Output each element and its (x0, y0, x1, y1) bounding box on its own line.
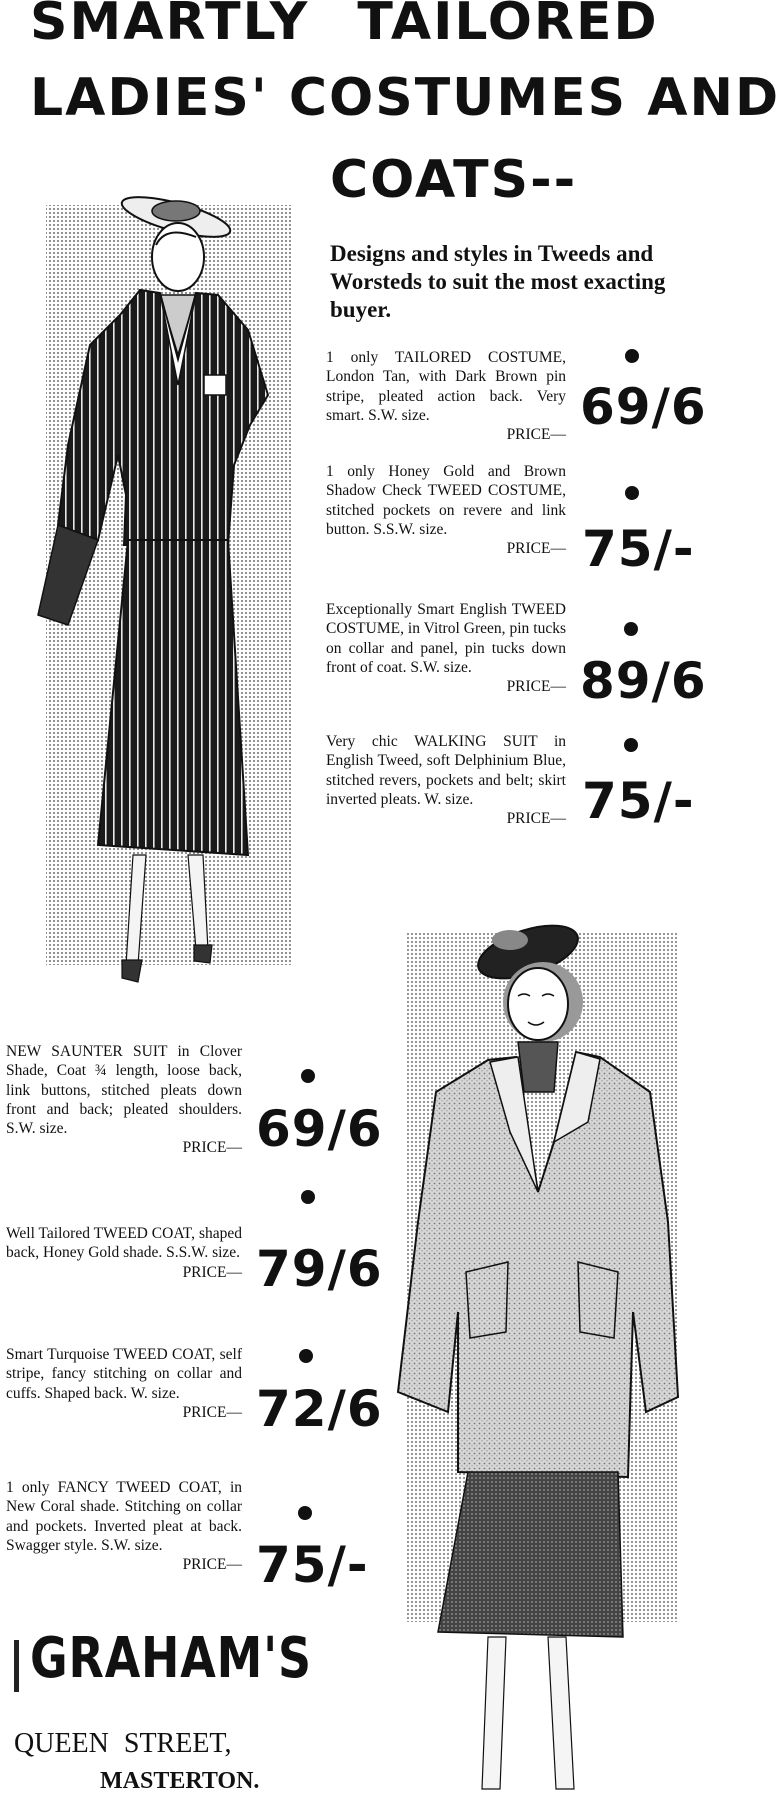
price-label: PRICE— (506, 540, 566, 558)
price-label: PRICE— (506, 810, 566, 828)
store-street: QUEEN STREET, (14, 1728, 232, 1759)
price-label: PRICE— (182, 1139, 242, 1157)
price-label: PRICE— (182, 1403, 242, 1421)
price-label: PRICE— (506, 426, 566, 444)
item-description: Very chic WALKING SUIT in English Tweed, soft Delphinium Blue, stitched revers, pockets and belt; skirt inverted pleats. W. size. (326, 733, 566, 808)
item-tailored-costume (326, 348, 566, 444)
price-value: 75/- (582, 520, 695, 578)
headline-line-2: LADIES' COSTUMES AND (30, 68, 780, 128)
store-town: MASTERTON. (100, 1768, 260, 1794)
bullet-icon (625, 486, 639, 500)
headline-line-3: COATS-- (330, 150, 578, 210)
store-name: GRAHAM'S (30, 1626, 312, 1691)
item-description: 1 only FANCY TWEED COAT, in New Coral shade. Stitching on collar and pockets. Inverted pleat at back. Swagger style. S.W. size. (6, 1479, 242, 1554)
bullet-icon (301, 1190, 315, 1204)
item-fancy-tweed-coat (6, 1478, 242, 1574)
item-honey-gold-costume (326, 462, 566, 558)
item-description: Exceptionally Smart English TWEED COSTUME, in Vitrol Green, pin tucks on collar and panel, pin tucks down front of coat. S.W. size. (326, 601, 566, 676)
price-value: 75/- (582, 772, 695, 830)
item-english-tweed-costume (326, 600, 566, 696)
item-tweed-coat-honey-gold (6, 1224, 242, 1282)
bullet-icon (624, 738, 638, 752)
bullet-icon (625, 349, 639, 363)
bullet-icon (301, 1069, 315, 1083)
price-value: 72/6 (256, 1380, 383, 1438)
item-description: 1 only Honey Gold and Brown Shadow Check TWEED COSTUME, stitched pockets on revere and link button. S.S.W. size. (326, 463, 566, 538)
item-description: NEW SAUNTER SUIT in Clover Shade, Coat ¾ length, loose back, link buttons, stitched pleats down front and back; pleated shoulders. S.W. size. (6, 1043, 242, 1138)
headline-line-1: SMARTLY TAILORED (30, 0, 659, 52)
pinstripe-suit-illustration (28, 195, 298, 1015)
price-value: 69/6 (580, 378, 707, 436)
intro-text: Designs and styles in Tweeds and Worsteds to suit the most exacting buyer. (330, 241, 666, 322)
price-value: 89/6 (580, 652, 707, 710)
divider-rule (14, 1640, 19, 1692)
price-label: PRICE— (182, 1556, 242, 1574)
item-turquoise-tweed-coat (6, 1345, 242, 1422)
item-description: Well Tailored TWEED COAT, shaped back, Honey Gold shade. S.S.W. size. (6, 1225, 242, 1262)
bullet-icon (299, 1349, 313, 1363)
price-value: 79/6 (256, 1240, 383, 1298)
item-description: 1 only TAILORED COSTUME, London Tan, with Dark Brown pin stripe, pleated action back. Very smart. S.W. size. (326, 349, 566, 424)
item-saunter-suit (6, 1042, 242, 1158)
bullet-icon (624, 622, 638, 636)
bullet-icon (298, 1506, 312, 1520)
price-value: 75/- (256, 1536, 369, 1594)
price-label: PRICE— (506, 678, 566, 696)
price-label: PRICE— (182, 1263, 242, 1281)
price-value: 69/6 (256, 1100, 383, 1158)
item-description: Smart Turquoise TWEED COAT, self stripe, fancy stitching on collar and cuffs. Shaped back. W. size. (6, 1346, 242, 1402)
item-walking-suit (326, 732, 566, 828)
tweed-coat-illustration (378, 892, 700, 1789)
